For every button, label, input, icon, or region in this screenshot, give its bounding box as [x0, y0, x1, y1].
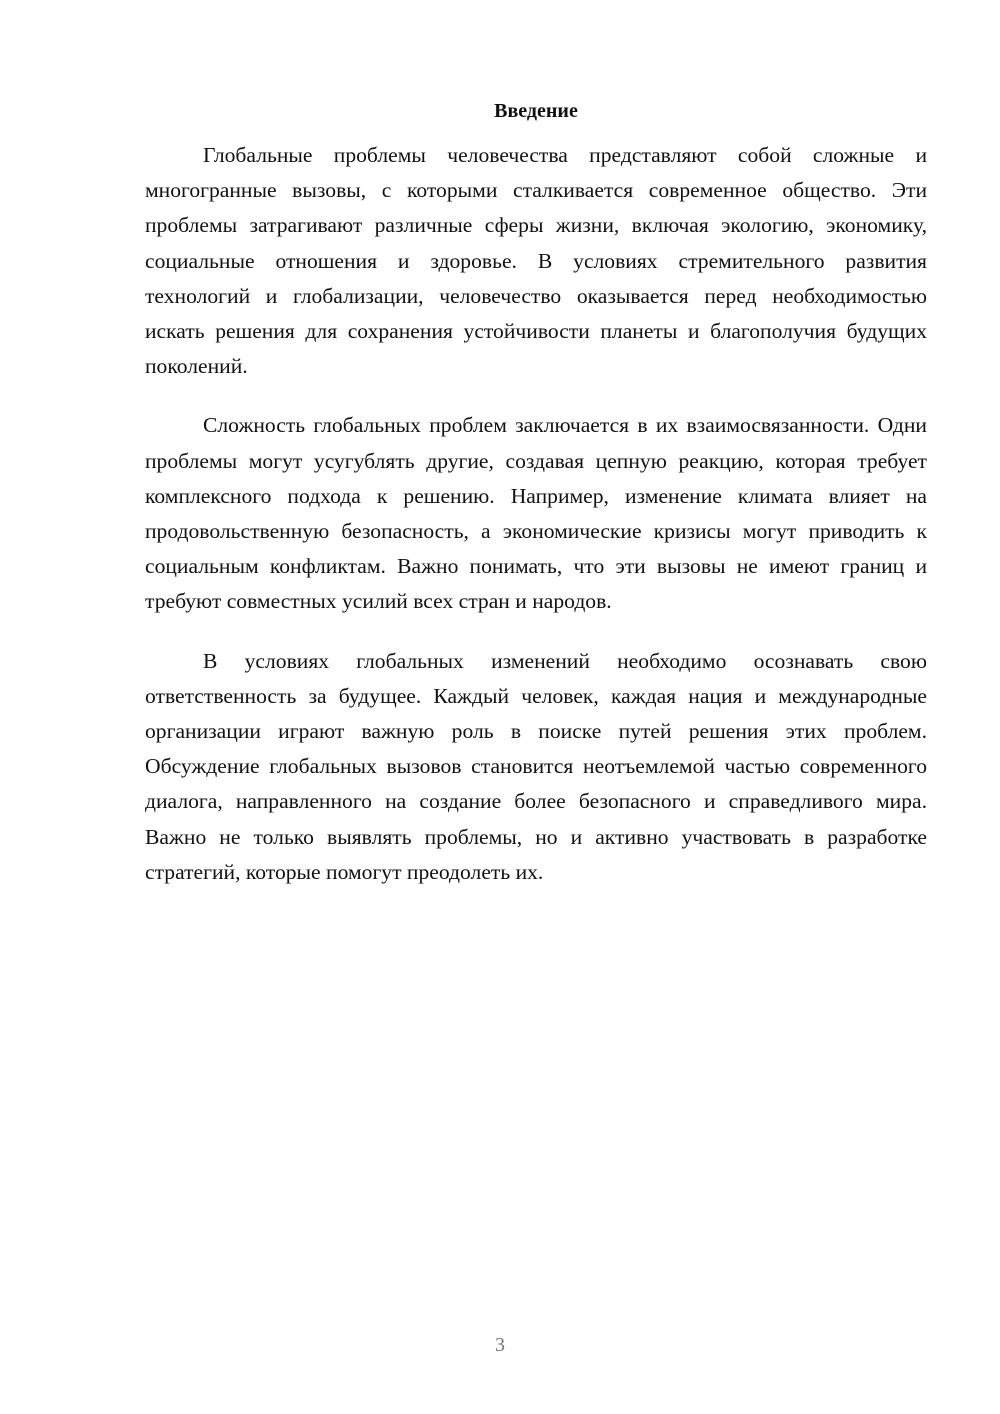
page-number: 3: [495, 1334, 505, 1356]
page-content: [145, 96, 927, 914]
paragraph-1: Глобальные проблемы человечества представляют собой сложные и многогранные вызовы, с которыми сталкивается современное общество. Эти проблемы затрагивают различные сферы жизни, включая экологию, экономику, социальные отношения и здоровье. В условиях стремительного развития технологий и глобализации, человечество оказывается перед необходимостью искать решения для сохранения устойчивости планеты и благополучия будущих поколений.: [145, 143, 927, 379]
section-heading: Введение: [494, 100, 578, 122]
paragraph-3: В условиях глобальных изменений необходимо осознавать свою ответственность за будущее. Каждый человек, каждая нация и международные организации играют важную роль в поиске путей решения этих проблем. Обсуждение глобальных вызовов становится неотъемлемой частью современного диалога, направленного на создание более безопасного и справедливого мира. Важно не только выявлять проблемы, но и активно участвовать в разработке стратегий, которые помогут преодолеть их.: [145, 648, 927, 884]
paragraph-2: Сложность глобальных проблем заключается в их взаимосвязанности. Одни проблемы могут усугублять другие, создавая цепную реакцию, которая требует комплексного подхода к решению. Например, изменение климата влияет на продовольственную безопасность, а экономические кризисы могут приводить к социальным конфликтам. Важно понимать, что эти вызовы не имеют границ и требуют совместных усилий всех стран и народов.: [145, 413, 927, 614]
